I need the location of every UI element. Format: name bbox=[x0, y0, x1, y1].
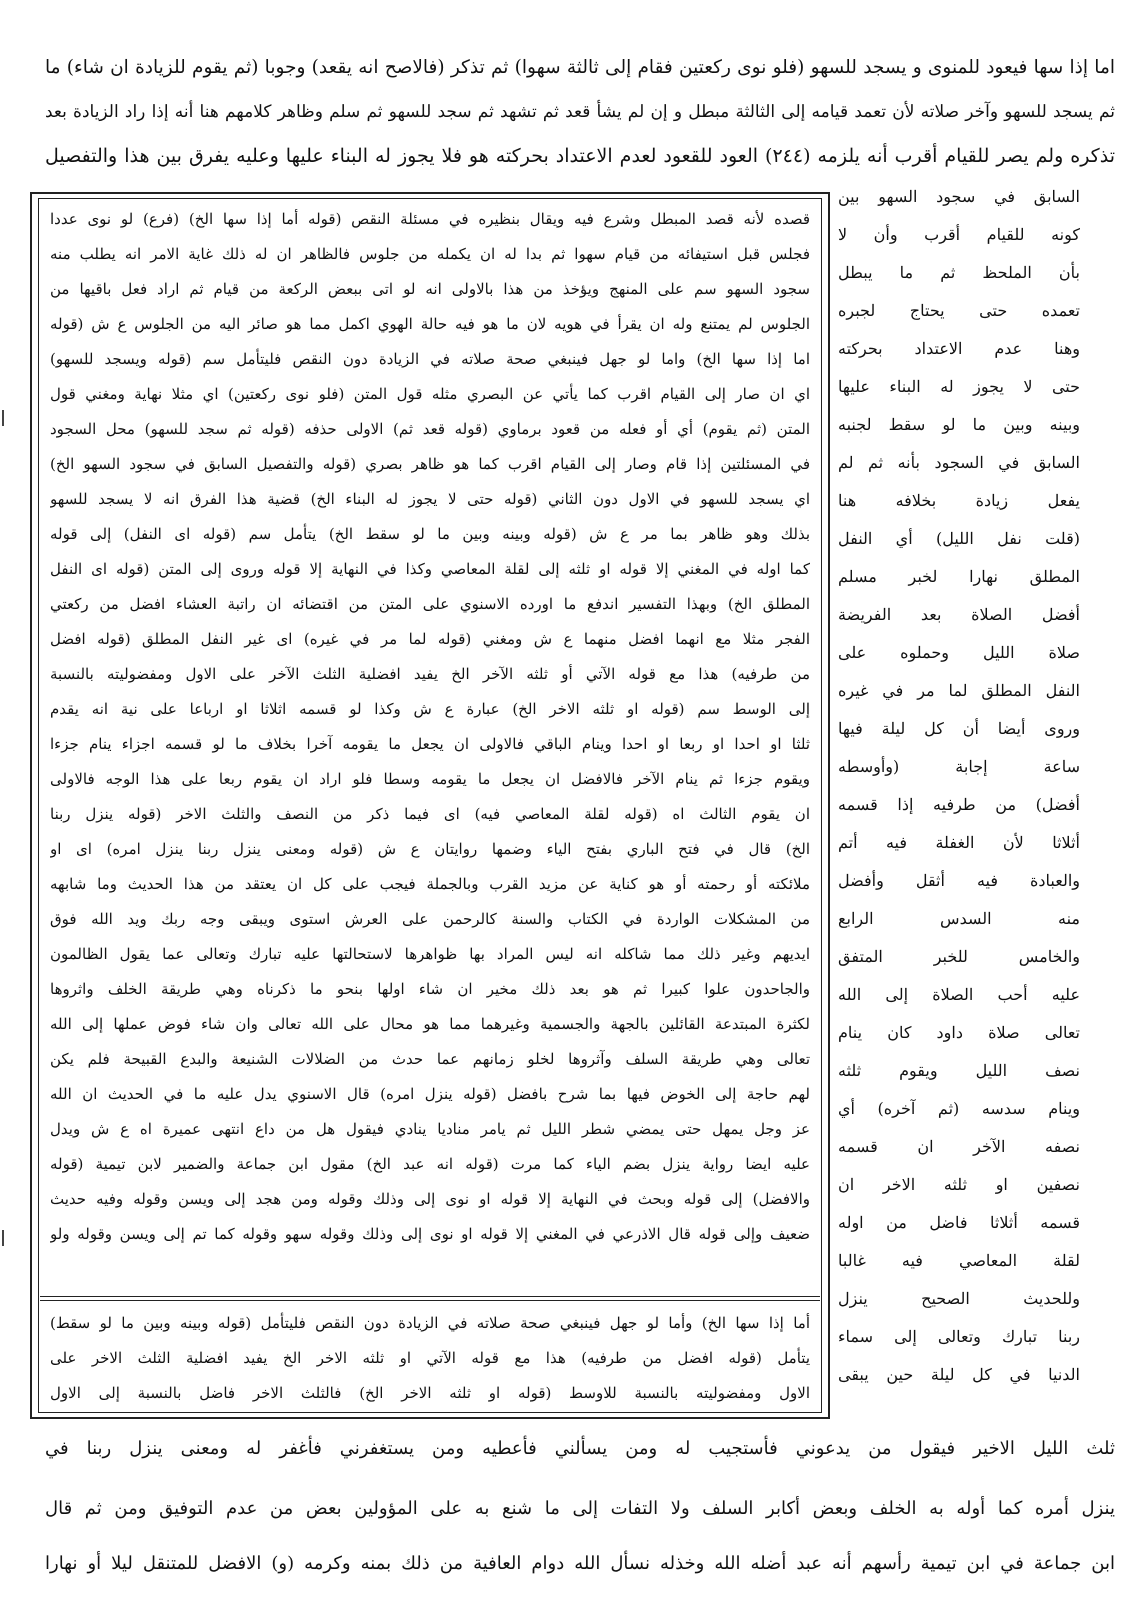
margin-line: تعالى صلاة داود كان ينام bbox=[838, 1023, 1080, 1042]
box-line: اي يسجد للسهو في الاول دون الثاني (قوله حتى لا يجوز له البناء الخ) قضية هذا الفرق انه لا يسجد للسهو bbox=[50, 490, 810, 508]
frame-divider bbox=[40, 1300, 820, 1301]
box-line: تعالى وهي طريقة السلف وآثروها لخلو زمانهم عما حدث من الضلالات الشنيعة والبدع القبيحة فلم يكن bbox=[50, 1050, 810, 1068]
box-line: لكثرة المبتدعة القائلين بالجهة والجسمية وغيرهما مما هو محال على الله تعالى وان شاء فوض عملها إلى الله bbox=[50, 1015, 810, 1033]
margin-line: المطلق نهارا لخبر مسلم bbox=[838, 567, 1080, 586]
margin-line: ربنا تبارك وتعالى إلى سماء bbox=[838, 1327, 1080, 1346]
margin-line: السابق في سجود السهو بين bbox=[838, 187, 1080, 206]
margin-line: ساعة إجابة (وأوسطه bbox=[838, 757, 1080, 776]
box-line: المطلق الخ) وبهذا التفسير اندفع ما اورده الاسنوي على المتن من اقتضائه ان راتبة العشاء افضل من ركعتي bbox=[50, 595, 810, 613]
margin-line: قسمه أثلاثا فاضل من اوله bbox=[838, 1213, 1080, 1232]
box-line: ملائكته أو رحمته أو هو كناية عن مزيد القرب وبالجملة فيجب على كل ان يعتقد من هذا الحديث وما شابهه bbox=[50, 875, 810, 893]
box-line: والافضل) إلى قوله وبحث في النهاية إلا قوله او نوى إلى وذلك وقوله ومن هجد إلى ويسن وقوله وفيه حديث bbox=[50, 1190, 810, 1208]
box-line: الفجر مثلا مع انهما افضل منهما ع ش ومغني (قوله لما مر في غيره) اى غير النفل المطلق (قوله افضل bbox=[50, 630, 810, 648]
footer-line: ثلث الليل الاخير فيقول من يدعوني فأستجيب له ومن يسألني فأعطيه ومن يستغفرني فأغفر له ومعنى ينزل ربنا في bbox=[45, 1438, 1115, 1459]
margin-line: النفل المطلق لما مر في غيره bbox=[838, 681, 1080, 700]
box-line: من طرفيه) هذا مع قوله الآتي أو ثلثه الآخر الخ يفيد افضلية الثلث الآخر على الاول ومفضوليته بالنسبة bbox=[50, 665, 810, 683]
margin-line: عليه أحب الصلاة إلى الله bbox=[838, 985, 1080, 1004]
header-line: تذكره ولم يصر للقيام أقرب أنه يلزمه (٢٤٤) العود للقعود لعدم الاعتداد بحركته هو فلا يجوز له البناء عليها وعليه يفرق بين هذا والتفصيل bbox=[45, 145, 1115, 167]
margin-line: (قلت نفل الليل) أي النفل bbox=[838, 529, 1080, 548]
box-line: بذلك وهو ظاهر بما مر ع ش (قوله وبينه وبين ما لو سقط الخ) يتأمل سم (قوله اى النفل) إلى قوله bbox=[50, 525, 810, 543]
box-line: اي ان صار إلى القيام اقرب كما يأتي عن البصري مثله قول المتن (فلو نوى ركعتين) اي مثلا نهاية ومغني قول bbox=[50, 385, 810, 403]
box-line bbox=[50, 1254, 810, 1284]
box-line: المتن (ثم يقوم) أي أو فعله من قعود برماوي (قوله قعد ثم) الاولى حذفه (قوله ثم سجد للسهو) محل السجود bbox=[50, 420, 810, 438]
margin-line: كونه للقيام أقرب وأن لا bbox=[838, 225, 1080, 244]
margin-line: نصفه الآخر ان قسمه bbox=[838, 1137, 1080, 1156]
scan-mark bbox=[2, 1230, 4, 1246]
header-line: اما إذا سها فيعود للمنوى و يسجد للسهو (فلو نوى ركعتين فقام إلى ثالثة سهوا) ثم تذكر (فالاصح انه يقعد) وجوبا (ثم يقوم للزيادة ان شاء) ما bbox=[45, 57, 1115, 78]
scan-mark bbox=[2, 410, 4, 426]
margin-line: وبينه وبين ما لو سقط لجنبه bbox=[838, 415, 1080, 434]
margin-line: والخامس للخبر المتفق bbox=[838, 947, 1080, 966]
margin-line: نصفين او ثلثه الاخر ان bbox=[838, 1175, 1080, 1194]
box-line: ان يقوم الثالث اه (قوله لقلة المعاصي فيه) اى فيما ذكر من النصف والثلث الاخر (قوله ينزل ربنا bbox=[50, 805, 810, 823]
margin-line: لقلة المعاصي فيه غالبا bbox=[838, 1251, 1080, 1270]
box-line: عز وجل يمهل حتى يمضي شطر الليل ثم يامر مناديا ينادي فيقول هل من داع انتهى عميرة اه ع ش ويدل bbox=[50, 1120, 810, 1138]
box-footnote-line: أما إذا سها الخ) وأما لو جهل فينبغي صحة صلاته في الزيادة دون النقص فليتأمل (قوله وبينه وبين ما لو سقط) bbox=[50, 1314, 810, 1332]
header-line: ثم يسجد للسهو وآخر صلاته لأن تعمد قيامه إلى الثالثة مبطل و إن لم يشأ قعد ثم تشهد ثم سجد للسهو ثم سلم وظاهر كلامهم هنا أنه إذا راد الزيادة بعد bbox=[45, 102, 1115, 122]
box-line: لهم حاجة إلى الخوض فيها بما شرح بافضل (قوله ينزل امره) قال الاسنوي يدل عليه ما في الحديث ان الله bbox=[50, 1085, 810, 1103]
margin-line: نصف الليل ويقوم ثلثه bbox=[838, 1061, 1080, 1080]
margin-line: وهنا عدم الاعتداد بحركته bbox=[838, 339, 1080, 358]
box-line: قصده لأنه قصد المبطل وشرع فيه ويقال بنظيره في مسئلة النقص (قوله أما إذا سها الخ) (فرع) لو نوى عددا bbox=[50, 210, 810, 228]
footer-line: ينزل أمره كما أوله به الخلف وبعض أكابر السلف ولا التفات إلى ما شنع به على المؤولين بعض من عدم التوفيق ومن ثم قال bbox=[45, 1498, 1115, 1519]
margin-line: منه السدس الرابع bbox=[838, 909, 1080, 928]
margin-line: يفعل زيادة بخلافه هنا bbox=[838, 491, 1080, 510]
box-line: ثلثا او احدا او ربعا او احدا وينام الباقي فالاولى ان يجعل ما يقومه آخرا بخلاف ما لو قسمه اجزاء ينام جزءا bbox=[50, 735, 810, 753]
box-line: كما اوله في المغني إلا قوله او ثلثه إلى لقلة المعاصي وكذا في النهاية إلا قوله وروى إلى المتن (قوله اى النفل bbox=[50, 560, 810, 578]
box-line: عليه ايضا رواية ينزل بضم الياء كما مرت (قوله انه عبد الخ) مقول ابن جماعة والضمير لابن تيمية (قوله bbox=[50, 1155, 810, 1173]
box-footnote-line: يتأمل (قوله افضل من طرفيه) هذا مع قوله الآتي او ثلثه الاخر الخ يفيد افضلية الثلث الاخر على bbox=[50, 1349, 810, 1367]
margin-line: أثلاثا لأن الغفلة فيه أتم bbox=[838, 833, 1080, 852]
margin-line: أفضل) من طرفيه إذا قسمه bbox=[838, 795, 1080, 814]
box-line: فجلس قبل استيفائه من قيام سهوا ثم بدا له ان يكمله من جلوس فالظاهر ان له ذلك غاية الامر انه يطلب منه bbox=[50, 245, 810, 263]
box-line: ويقوم جزءا ثم ينام الآخر فالافضل ان يجعل ما يقومه وسطا فلو اراد ان يقوم ربعا على هذا الوجه فالاولى bbox=[50, 770, 810, 788]
margin-line: حتى لا يجوز له البناء عليها bbox=[838, 377, 1080, 396]
margin-line: وينام سدسه (ثم آخره) أي bbox=[838, 1099, 1080, 1118]
box-line: إلى الوسط سم (قوله او ثلثه الاخر الخ) عبارة ع ش وكذا لو قسمه اثلاثا او ارباعا على نية انه يقدم bbox=[50, 700, 810, 718]
box-line: الخ) قال في فتح الباري بفتح الياء وضمها روايتان ع ش (قوله ومعنى ينزل ربنا ينزل امره) اى او bbox=[50, 840, 810, 858]
box-line: من المشكلات الواردة في الكتاب والسنة كالرحمن على العرش استوى ويبقى وجه ربك ويد الله فوق bbox=[50, 910, 810, 928]
margin-line: بأن الملحظ ثم ما يبطل bbox=[838, 263, 1080, 282]
box-line: والجاحدون علوا كبيرا ثم هو بعد ذلك مخير ان شاء اولها بنحو ما ذكرناه وهي طريقة الخلف واثروها bbox=[50, 980, 810, 998]
footer-line: ابن جماعة في ابن تيمية رأسهم أنه عبد أضله الله وخذله نسأل الله دوام العافية من ذلك بمنه وكرمه (و) الافضل للمتنقل ليلا أو نهارا bbox=[45, 1553, 1115, 1574]
box-line: الجلوس لم يمتنع وله ان يقرأ في هويه لان ما هو فيه حالة الهوي اكمل مما هو صائر اليه من الجلوس ع ش (قوله bbox=[50, 315, 810, 333]
box-line: ايديهم وغير ذلك مما شاكله انه ليس المراد بها ظواهرها لاستحالتها عليه تبارك وتعالى عما يقول الظالمون bbox=[50, 945, 810, 963]
margin-line: السابق في السجود بأنه ثم لم bbox=[838, 453, 1080, 472]
margin-line: أفضل الصلاة بعد الفريضة bbox=[838, 605, 1080, 624]
margin-line: وللحديث الصحيح ينزل bbox=[838, 1289, 1080, 1308]
margin-line: وروى أيضا أن كل ليلة فيها bbox=[838, 719, 1080, 738]
margin-line: صلاة الليل وحملوه على bbox=[838, 643, 1080, 662]
box-line: سجود السهو سم على المنهج ويؤخذ من هذا بالاولى انه لو اتى ببعض الركعة من قيام ثم اراد فعل باقيها من bbox=[50, 280, 810, 298]
margin-line: والعبادة فيه أثقل وأفضل bbox=[838, 871, 1080, 890]
margin-line: تعمده حتى يحتاج لجبره bbox=[838, 301, 1080, 320]
box-footnote-line: الاول ومفضوليته بالنسبة للاوسط (قوله او ثلثه الاخر الخ) فالثلث الاخر فاضل بالنسبة إلى الاول bbox=[50, 1384, 810, 1402]
box-line: ضعيف وإلى قوله قال الاذرعي في المغني إلا قوله او نوى إلى وذلك وقوله سهو وقوله كما تم إلى ويسن وقوله ولو bbox=[50, 1225, 810, 1243]
frame-divider bbox=[40, 1296, 820, 1297]
box-line: في المسئلتين إذا قام وصار إلى القيام اقرب كما هو ظاهر بصري (قوله والتفصيل السابق في سجود السهو الخ) bbox=[50, 455, 810, 473]
box-line: اما إذا سها الخ) واما لو جهل فينبغي صحة صلاته في الزيادة دون النقص فليتأمل سم (قوله ويسجد للسهو) bbox=[50, 350, 810, 368]
margin-line: الدنيا في كل ليلة حين يبقى bbox=[838, 1365, 1080, 1384]
